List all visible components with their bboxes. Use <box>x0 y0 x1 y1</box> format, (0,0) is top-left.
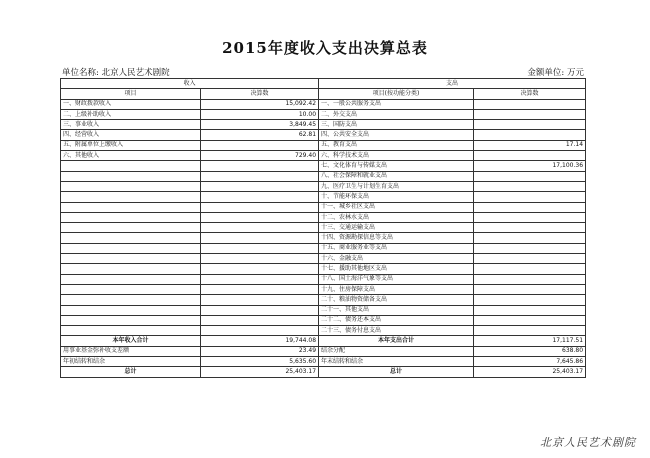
expense-amount <box>474 254 586 264</box>
budget-table <box>60 78 586 378</box>
income-amount: 3,849.45 <box>201 120 319 130</box>
table-row <box>61 202 586 212</box>
income-item: 一、财政拨款收入 <box>61 99 201 109</box>
expense-amount <box>474 326 586 336</box>
end-balance-value: 7,645.86 <box>474 357 586 367</box>
income-amount <box>201 171 319 181</box>
income-amount-header: 决算数 <box>201 89 319 99</box>
table-row <box>61 212 586 222</box>
expense-item: 十五、商业服务业等支出 <box>319 243 474 253</box>
balance-row <box>61 357 586 367</box>
header-row-1 <box>61 79 586 89</box>
expense-amount <box>474 223 586 233</box>
expense-amount <box>474 109 586 119</box>
income-amount: 15,092.42 <box>201 99 319 109</box>
expense-item: 十九、住房保障支出 <box>319 284 474 294</box>
income-item <box>61 284 201 294</box>
income-item: 三、事业收入 <box>61 120 201 130</box>
income-item <box>61 233 201 243</box>
table-row <box>61 171 586 181</box>
table-row <box>61 99 586 109</box>
surplus-dist-value: 638.80 <box>474 346 586 356</box>
expense-item: 十八、国土海洋气象等支出 <box>319 274 474 284</box>
income-amount <box>201 181 319 191</box>
income-item <box>61 254 201 264</box>
expense-amount <box>474 130 586 140</box>
table-row <box>61 315 586 325</box>
expense-amount: 17,100.36 <box>474 161 586 171</box>
year-total-row <box>61 336 586 346</box>
income-item <box>61 305 201 315</box>
income-amount <box>201 315 319 325</box>
table-row <box>61 109 586 119</box>
income-item <box>61 171 201 181</box>
income-item: 四、经营收入 <box>61 130 201 140</box>
expense-item: 十六、金融支出 <box>319 254 474 264</box>
income-item <box>61 315 201 325</box>
total-income-value: 25,403.17 <box>201 367 319 377</box>
expense-item: 六、科学技术支出 <box>319 151 474 161</box>
expense-amount <box>474 243 586 253</box>
fund-make-up-label: 用事业基金弥补收支差额 <box>61 346 201 356</box>
income-item <box>61 264 201 274</box>
expense-amount <box>474 295 586 305</box>
table-row <box>61 120 586 130</box>
income-amount <box>201 284 319 294</box>
income-item: 六、其他收入 <box>61 151 201 161</box>
expense-amount <box>474 274 586 284</box>
income-item <box>61 274 201 284</box>
expense-amount <box>474 264 586 274</box>
expense-amount <box>474 305 586 315</box>
expense-item: 一、一般公共服务支出 <box>319 99 474 109</box>
income-amount <box>201 223 319 233</box>
income-amount <box>201 326 319 336</box>
end-balance-label: 年末结转和结余 <box>319 357 474 367</box>
expense-item: 十三、交通运输支出 <box>319 223 474 233</box>
expense-amount <box>474 233 586 243</box>
expense-item: 二十三、债务付息支出 <box>319 326 474 336</box>
header-row-2 <box>61 89 586 99</box>
table-row <box>61 254 586 264</box>
watermark-logo: 北京人民艺术剧院 <box>540 436 636 449</box>
expense-amount <box>474 171 586 181</box>
expense-amount <box>474 284 586 294</box>
unit-name: 单位名称: 北京人民艺术剧院 <box>62 68 170 78</box>
expense-item: 三、国防支出 <box>319 120 474 130</box>
income-item <box>61 161 201 171</box>
table-row <box>61 130 586 140</box>
table-row <box>61 264 586 274</box>
income-amount <box>201 212 319 222</box>
income-amount: 62.81 <box>201 130 319 140</box>
expense-header: 支出 <box>319 79 586 89</box>
expense-item: 七、文化体育与传媒支出 <box>319 161 474 171</box>
income-item <box>61 212 201 222</box>
fund-row <box>61 346 586 356</box>
income-item <box>61 326 201 336</box>
grand-total-row <box>61 367 586 377</box>
income-item <box>61 192 201 202</box>
income-amount <box>201 161 319 171</box>
begin-balance-value: 5,635.60 <box>201 357 319 367</box>
income-amount <box>201 233 319 243</box>
income-item <box>61 181 201 191</box>
expense-amount <box>474 151 586 161</box>
page-title: 2015年度收入支出决算总表 <box>222 39 428 57</box>
income-amount <box>201 192 319 202</box>
expense-amount <box>474 192 586 202</box>
table-row <box>61 140 586 150</box>
expense-amount: 17.14 <box>474 140 586 150</box>
table-row <box>61 223 586 233</box>
expense-item: 八、社会保障和就业支出 <box>319 171 474 181</box>
expense-amount <box>474 120 586 130</box>
fund-make-up-value: 23.49 <box>201 346 319 356</box>
table-row <box>61 284 586 294</box>
expense-item: 二十一、其他支出 <box>319 305 474 315</box>
year-income-label: 本年收入合计 <box>61 336 201 346</box>
income-amount <box>201 305 319 315</box>
year-expense-label: 本年支出合计 <box>319 336 474 346</box>
table-row <box>61 274 586 284</box>
table-row <box>61 233 586 243</box>
year-expense-value: 17,117.51 <box>474 336 586 346</box>
income-amount <box>201 295 319 305</box>
total-expense-label: 总计 <box>319 367 474 377</box>
expense-item: 十七、援助其他地区支出 <box>319 264 474 274</box>
expense-item: 五、教育支出 <box>319 140 474 150</box>
income-amount <box>201 254 319 264</box>
expense-amount <box>474 212 586 222</box>
table-row <box>61 295 586 305</box>
expense-item: 九、医疗卫生与计划生育支出 <box>319 181 474 191</box>
income-amount <box>201 140 319 150</box>
expense-item: 十二、农林水支出 <box>319 212 474 222</box>
total-income-label: 总计 <box>61 367 201 377</box>
surplus-dist-label: 结余分配 <box>319 346 474 356</box>
table-row <box>61 181 586 191</box>
income-item <box>61 295 201 305</box>
income-amount <box>201 274 319 284</box>
income-item: 五、附属单位上缴收入 <box>61 140 201 150</box>
table-row <box>61 151 586 161</box>
expense-amount <box>474 99 586 109</box>
income-item <box>61 243 201 253</box>
expense-item-header: 项目(按功能分类) <box>319 89 474 99</box>
begin-balance-label: 年初结转和结余 <box>61 357 201 367</box>
table-row <box>61 161 586 171</box>
expense-amount <box>474 202 586 212</box>
income-item: 二、上级补助收入 <box>61 109 201 119</box>
table-row <box>61 243 586 253</box>
table-row <box>61 192 586 202</box>
income-item <box>61 202 201 212</box>
income-amount <box>201 243 319 253</box>
expense-item: 十、节能环保支出 <box>319 192 474 202</box>
income-header: 收入 <box>61 79 319 89</box>
expense-item: 四、公共安全支出 <box>319 130 474 140</box>
year-income-value: 19,744.08 <box>201 336 319 346</box>
income-item <box>61 223 201 233</box>
expense-item: 二十二、债务还本支出 <box>319 315 474 325</box>
expense-amount-header: 决算数 <box>474 89 586 99</box>
table-row <box>61 326 586 336</box>
expense-item: 二十、粮油物资储备支出 <box>319 295 474 305</box>
income-amount: 10.00 <box>201 109 319 119</box>
table-row <box>61 305 586 315</box>
income-amount <box>201 264 319 274</box>
income-amount: 729.40 <box>201 151 319 161</box>
total-expense-value: 25,403.17 <box>474 367 586 377</box>
expense-item: 二、外交支出 <box>319 109 474 119</box>
amount-unit: 金额单位: 万元 <box>527 68 584 78</box>
expense-amount <box>474 315 586 325</box>
income-amount <box>201 202 319 212</box>
expense-item: 十一、城乡社区支出 <box>319 202 474 212</box>
expense-item: 十四、资源勘探信息等支出 <box>319 233 474 243</box>
expense-amount <box>474 181 586 191</box>
income-item-header: 项目 <box>61 89 201 99</box>
